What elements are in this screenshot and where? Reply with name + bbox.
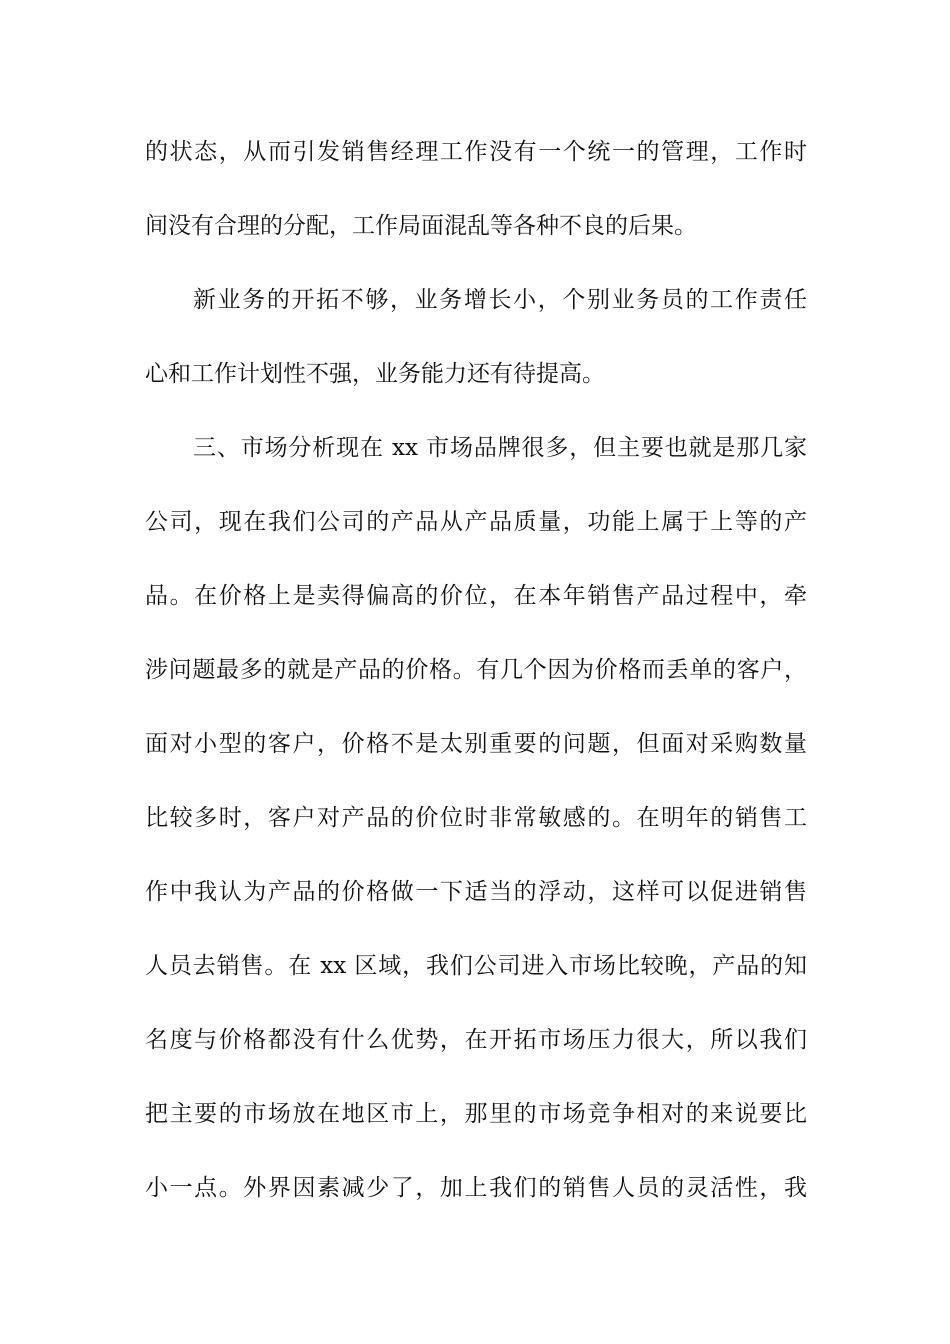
text-line: 的状态，从而引发销售经理工作没有一个统一的管理，工作时 xyxy=(145,139,807,165)
text-line: 人员去销售。在 xx 区域，我们公司进入市场比较晚，产品的知 xyxy=(145,953,807,979)
text-line-paragraph-start: 三、市场分析现在 xx 市场品牌很多，但主要也就是那几家 xyxy=(193,435,807,461)
text-line-paragraph-start: 新业务的开拓不够，业务增长小，个别业务员的工作责任 xyxy=(193,287,807,313)
text-line: 比较多时，客户对产品的价位时非常敏感的。在明年的销售工 xyxy=(145,805,807,831)
text-line: 公司，现在我们公司的产品从产品质量，功能上属于上等的产 xyxy=(145,509,807,535)
text-line: 名度与价格都没有什么优势，在开拓市场压力很大，所以我们 xyxy=(145,1027,807,1053)
text-line: 把主要的市场放在地区市上，那里的市场竞争相对的来说要比 xyxy=(145,1101,807,1127)
text-line: 心和工作计划性不强，业务能力还有待提高。 xyxy=(145,361,605,387)
text-line: 涉问题最多的就是产品的价格。有几个因为价格而丢单的客户， xyxy=(145,657,807,683)
text-line: 面对小型的客户，价格不是太别重要的问题，但面对采购数量 xyxy=(145,731,807,757)
text-line: 作中我认为产品的价格做一下适当的浮动，这样可以促进销售 xyxy=(145,879,807,905)
text-line: 间没有合理的分配，工作局面混乱等各种不良的后果。 xyxy=(145,213,697,239)
body-text xyxy=(145,128,807,1238)
text-line: 品。在价格上是卖得偏高的价位，在本年销售产品过程中，牵 xyxy=(145,583,807,609)
text-line: 小一点。外界因素减少了，加上我们的销售人员的灵活性，我 xyxy=(145,1175,807,1201)
